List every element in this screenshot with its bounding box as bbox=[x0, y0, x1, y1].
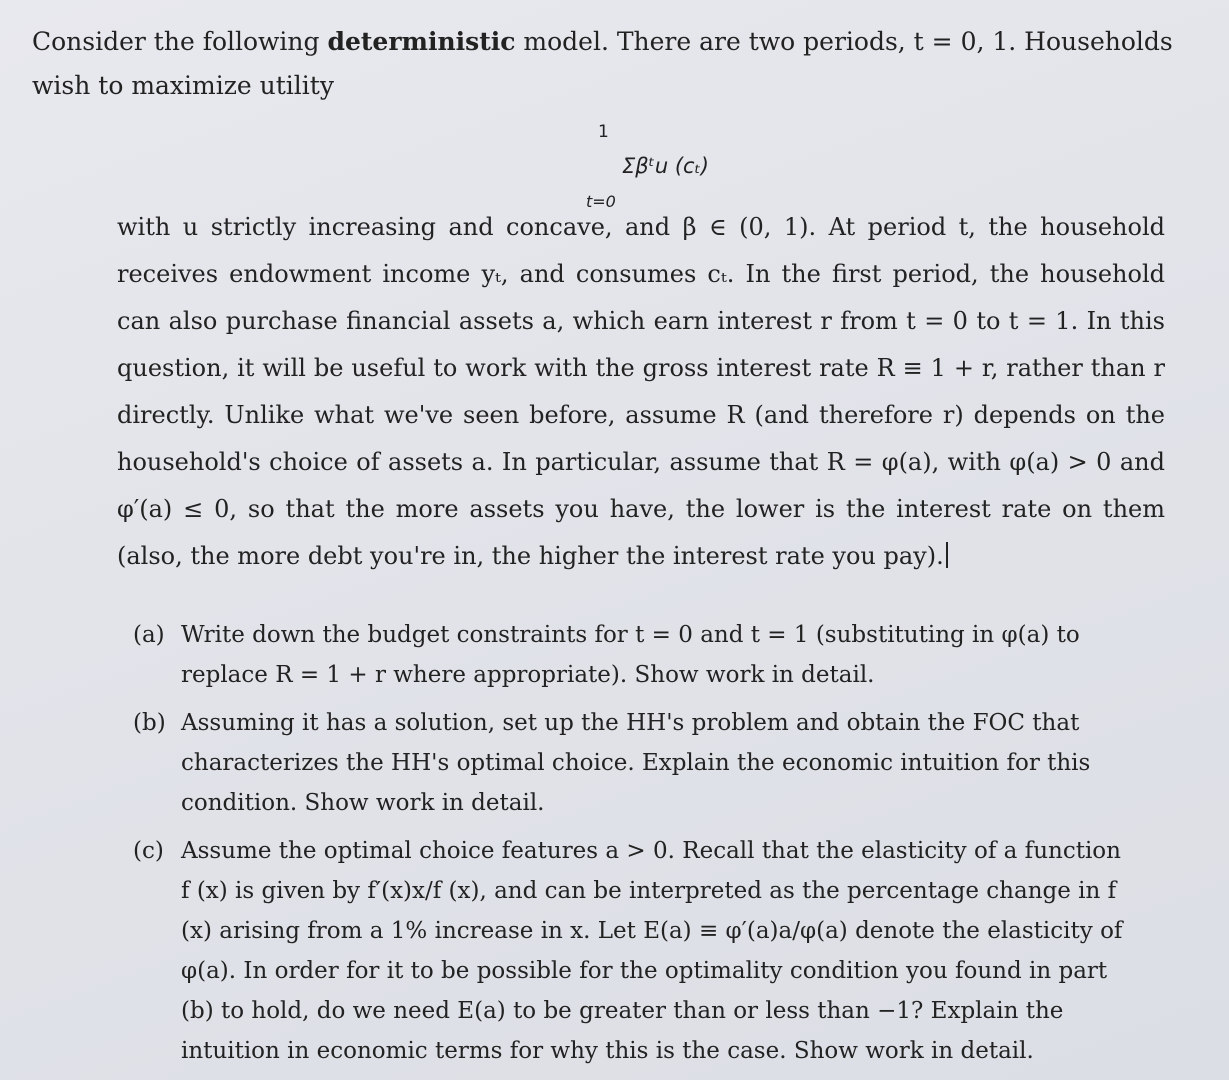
part-c-label: (c) bbox=[133, 838, 164, 864]
intro-text bbox=[32, 20, 1192, 108]
sum-upper-limit: 1 bbox=[598, 122, 609, 142]
model-description-text: with u strictly increasing and concave, and β ∈ (0, 1). At period t, the household receives endowment income yₜ, and consumes cₜ. In the first period, the household can also purchase financial assets a, which earn interest r from t = 0 to t = 1. In this question, it will be useful to work with the gross interest rate R ≡ 1 + r, rather than r directly. Unlike what we've seen before, assume R (and therefore r) depends on the household's choice of assets a. In particular, assume that R = φ(a), with φ(a) > 0 and φ′(a) ≤ 0, so that the more assets you have, the lower is the interest rate on them (also, the more debt you're in, the higher the interest rate you pay). bbox=[117, 213, 1165, 570]
sum-lower-limit: t=0 bbox=[586, 192, 616, 211]
question-parts bbox=[133, 615, 1133, 1079]
question-part-b bbox=[133, 703, 1133, 823]
intro-text-end: model. There are two periods, t = 0, 1. Households wish to maximize utility bbox=[32, 27, 1173, 100]
part-a-label: (a) bbox=[133, 622, 165, 648]
text-cursor bbox=[946, 542, 948, 568]
intro-text-start: Consider the following bbox=[32, 27, 328, 56]
part-c-text: Assume the optimal choice features a > 0. Recall that the elasticity of a function f (x) is given by f′(x)x/f (x), and can be interpreted as the percentage change in f (x) arising from a 1% increase in x. Let E(a) ≡ φ′(a)a/φ(a) denote the elasticity of φ(a). In order for it to be possible for the optimality condition you found in part (b) to hold, do we need E(a) to be greater than or less than −1? Explain the intuition in economic terms for why this is the case. Show work in detail. bbox=[181, 838, 1123, 1064]
sum-expression: Σβᵗu (cₜ) bbox=[622, 154, 709, 178]
part-b-label: (b) bbox=[133, 710, 166, 736]
part-a-text: Write down the budget constraints for t = 0 and t = 1 (substituting in φ(a) to replace R = 1 + r where appropriate). Show work in detail. bbox=[181, 622, 1080, 688]
question-part-a bbox=[133, 615, 1133, 695]
model-description[interactable] bbox=[117, 204, 1165, 580]
intro-bold-word: deterministic bbox=[327, 27, 516, 56]
part-b-text: Assuming it has a solution, set up the HH's problem and obtain the FOC that characterizes the HH's optimal choice. Explain the economic intuition for this condition. Show work in detail. bbox=[181, 710, 1091, 816]
question-part-c bbox=[133, 831, 1133, 1071]
